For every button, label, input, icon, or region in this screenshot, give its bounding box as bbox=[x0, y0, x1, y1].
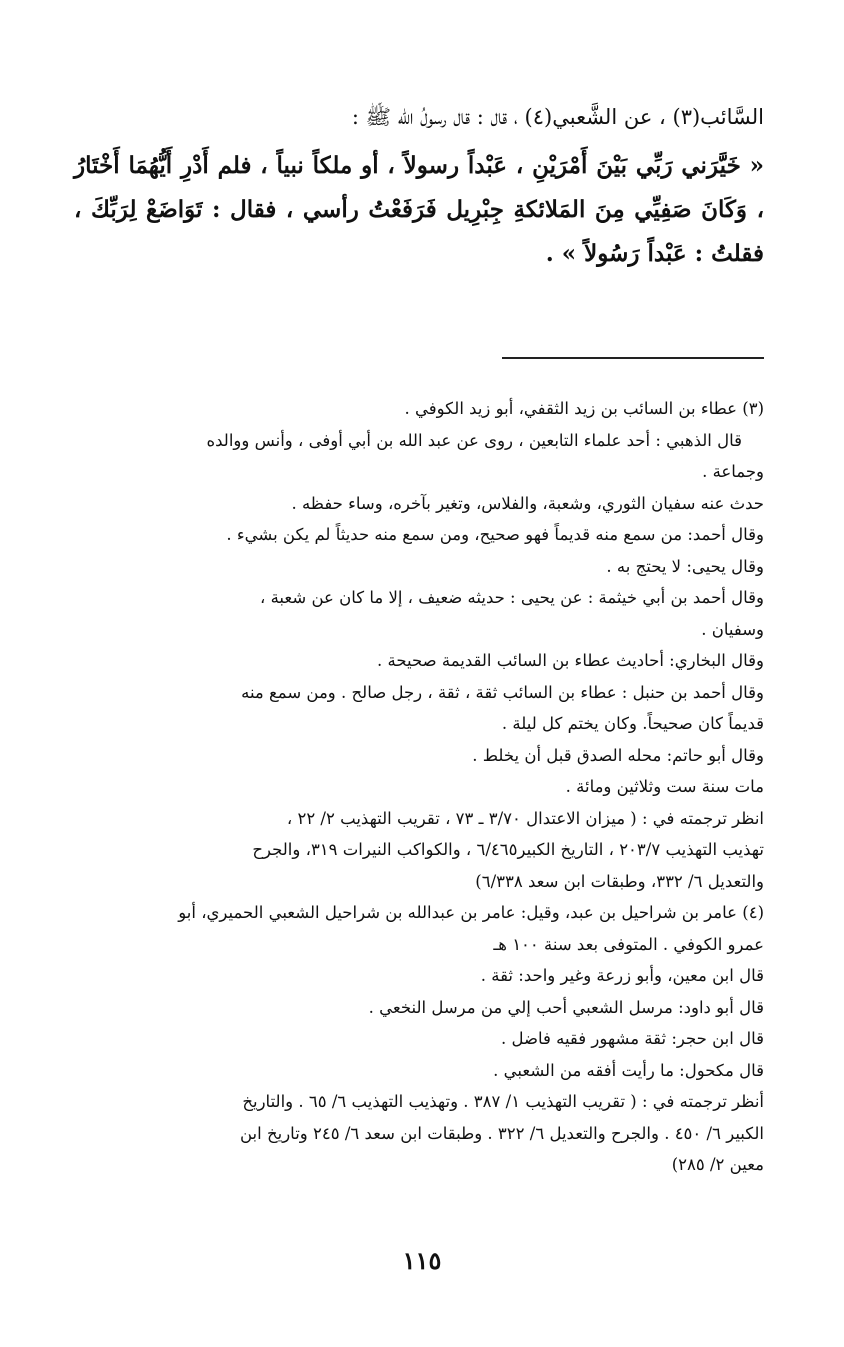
footnote-line: وقال يحيى: لا يحتج به . bbox=[606, 556, 764, 576]
footnote-line: قال ابن معين، وأبو زرعة وغير واحد: ثقة . bbox=[480, 966, 764, 985]
footnote-line: معين ٢/ ٢٨٥) bbox=[671, 1155, 764, 1174]
footnote-line: وقال أحمد: من سمع منه قديماً فهو صحيح، ومن سمع منه حديثاً لم يكن بشيء . bbox=[226, 525, 764, 544]
footnote-line: عمرو الكوفي . المتوفى بعد سنة ١٠٠ هـ bbox=[493, 934, 764, 954]
footnote-line: وقال أحمد بن حنبل : عطاء بن السائب ثقة ، ثقة ، رجل صالح . ومن سمع منه bbox=[241, 682, 764, 702]
main-text bbox=[74, 96, 764, 276]
footnote-line: وسفيان . bbox=[701, 619, 764, 639]
footnote-line: حدث عنه سفيان الثوري، وشعبة، والفلاس، وتغير بآخره، وساء حفظه . bbox=[291, 493, 764, 513]
footnote-line: تهذيب التهذيب ٢٠٣/٧ ، التاريخ الكبير٦/٤٦٥ ، والكواكب النيرات ٣١٩، والجرح bbox=[252, 840, 764, 859]
footnote-line: (٣) عطاء بن السائب بن زيد الثقفي، أبو زيد الكوفي . bbox=[404, 399, 764, 418]
footnote-line: انظر ترجمته في : ( ميزان الاعتدال ٣/٧٠ ـ ٧٣ ، تقريب التهذيب ٢/ ٢٢ ، bbox=[286, 808, 764, 828]
hadith-text: « خَيَّرَني رَبِّي بَيْنَ أَمْرَيْنِ ، عَبْداً رسولاً ، أو ملكاً نبياً ، فلم أَدْرِ أَيُّهُمَا أَخْتَارُ ، وَكَانَ صَفِيِّي مِنَ المَلائكةِ جِبْرِيل فَرَفَعْتُ رأسي ، فقال : تَوَاضَعْ لِرَبِّكَ ، فقلتُ : عَبْداً رَسُولاً » . bbox=[74, 152, 764, 267]
footnote-line: وقال أحمد بن أبي خيثمة : عن يحيى : حديثه ضعيف ، إلا ما كان عن شعبة ، bbox=[260, 588, 764, 607]
main-intro: السَّائب(٣) ، عن الشَّعبي(٤) ، قال : قال رسولُ الله ﷺ : bbox=[351, 105, 764, 129]
footnotes bbox=[74, 393, 764, 1181]
footnote-separator bbox=[502, 357, 764, 359]
page-number: ١١٥ bbox=[402, 1246, 442, 1275]
footnote-line: (٤) عامر بن شراحيل بن عبد، وقيل: عامر بن عبدالله بن شراحيل الشعبي الحميري، أبو bbox=[178, 903, 764, 922]
footnote-line: قال مكحول: ما رأيت أفقه من الشعبي . bbox=[493, 1060, 764, 1080]
footnote-line: قديماً كان صحيحاً. وكان يختم كل ليلة . bbox=[501, 714, 764, 733]
footnote-line: والتعديل ٦/ ٣٣٢، وطبقات ابن سعد ٦/٣٣٨) bbox=[475, 871, 764, 891]
footnote-line: وجماعة . bbox=[702, 462, 764, 481]
footnote-line: قال أبو داود: مرسل الشعبي أحب إلي من مرسل النخعي . bbox=[368, 997, 764, 1017]
footnote-line: أنظر ترجمته في : ( تقريب التهذيب ١/ ٣٨٧ . وتهذيب التهذيب ٦/ ٦٥ . والتاريخ bbox=[242, 1092, 764, 1111]
footnote-line: قال الذهبي : أحد علماء التابعين ، روى عن عبد الله بن أبي أوفى ، وأنس ووالده bbox=[206, 430, 742, 450]
footnote-line: وقال أبو حاتم: محله الصدق قبل أن يخلط . bbox=[472, 745, 764, 765]
footnote-line: قال ابن حجر: ثقة مشهور فقيه فاضل . bbox=[500, 1029, 764, 1048]
footnote-line: وقال البخاري: أحاديث عطاء بن السائب القديمة صحيحة . bbox=[377, 651, 764, 670]
footnote-line: الكبير ٦/ ٤٥٠ . والجرح والتعديل ٦/ ٣٢٢ . وطبقات ابن سعد ٦/ ٢٤٥ وتاريخ ابن bbox=[239, 1123, 764, 1143]
footnote-line: مات سنة ست وثلاثين ومائة . bbox=[565, 777, 764, 796]
